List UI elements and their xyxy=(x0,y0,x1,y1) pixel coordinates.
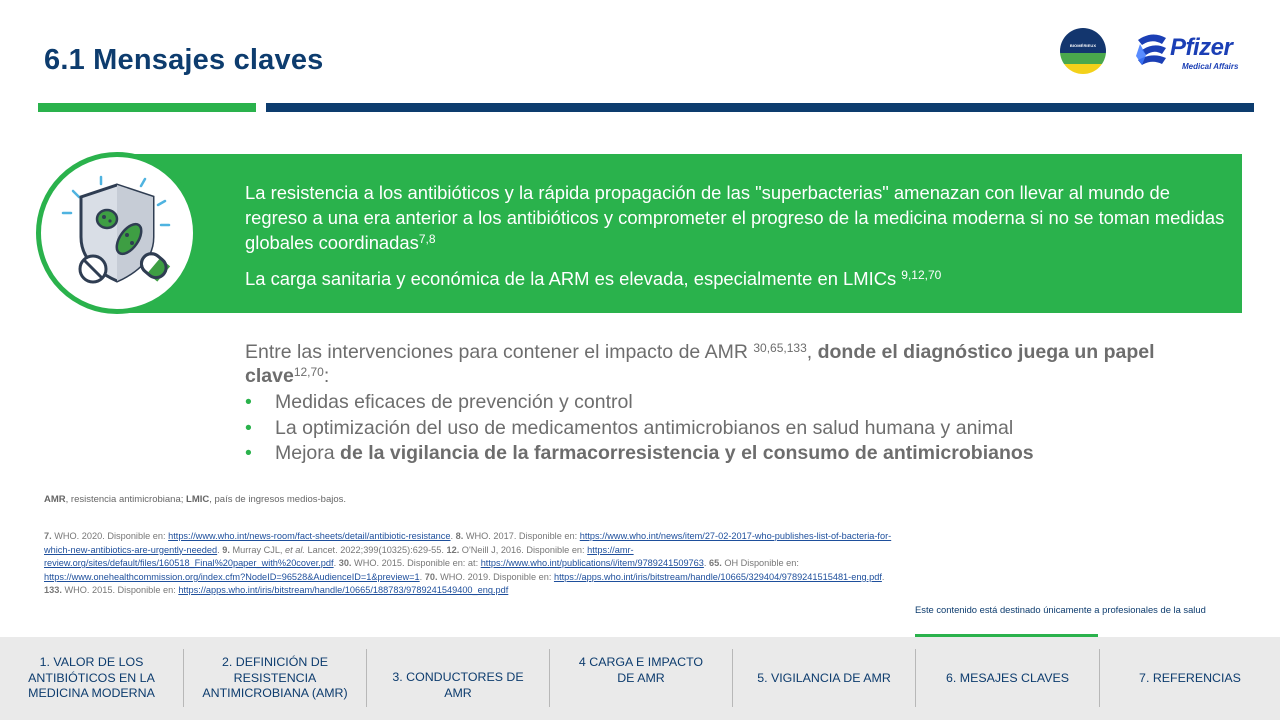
reference-link[interactable]: https://www.who.int/news-room/fact-sheets/detail/antibiotic-resistance xyxy=(168,531,451,541)
references-block: 7. WHO. 2020. Disponible en: https://www.who.int/news-room/fact-sheets/detail/antibiotic-resistance. 8. WHO. 2017. Disponible en: https://www.who.int/news/item/27-02-2017-who-publishes-list-of-bacteria-for-which-new-antibiotics-are-urgently-needed. 9. Murray CJL, et al. Lancet. 2022;399(10325):629-55. 12. O'Neill J, 2016. Disponible en: https://amr-review.org/sites/default/files/160518_Final%20paper_with%20cover.pdf. 30. WHO. 2015. Disponible en: at: https://www.who.int/publications/i/item/9789241509763. 65. OH Disponible en: https://www.onehealthcommission.org/index.cfm?NodeID=96528&AudienceID=1&preview=1. 70. WHO. 2019. Disponible en: https://apps.who.int/iris/bitstream/handle/10665/329404/9789241515481-eng.pdf. 133. WHO. 2015. Disponible en: https://apps.who.int/iris/bitstream/handle/10665/188783/9789241549400_eng.pdf xyxy=(44,531,892,596)
header-divider-navy xyxy=(266,103,1254,112)
bullet-icon: • xyxy=(245,442,252,464)
bullet-icon: • xyxy=(245,416,252,439)
reference-link[interactable]: https://www.onehealthcommission.org/index.cfm?NodeID=96528&AudienceID=1&preview=1 xyxy=(44,571,420,582)
key-message-1 xyxy=(245,180,1235,255)
reference-link[interactable]: https://amr-review.org/sites/default/files/160518_Final%20paper_with%20cover.pdf xyxy=(44,544,634,569)
interventions-intro-text: Entre las intervenciones para contener el impacto de AMR xyxy=(245,341,754,363)
nav-item-conductores-amr[interactable]: 3. CONDUCTORES DE AMR xyxy=(392,670,524,700)
disclaimer: Este contenido está destinado únicamente a profesionales de la salud xyxy=(915,604,1206,615)
biomerieux-logo xyxy=(1060,28,1106,74)
interventions-intro-bold: donde el diagnóstico juega un papel clave xyxy=(245,341,1155,387)
pfizer-logo-word: Pfizer xyxy=(1170,34,1233,61)
list-item: • Medidas eficaces de prevención y control xyxy=(245,390,1245,416)
list-item: • La optimización del uso de medicamentos antimicrobianos en salud humana y animal xyxy=(245,416,1245,442)
section-nav xyxy=(0,637,1280,720)
pfizer-logo xyxy=(1130,28,1256,76)
shield-bacteria-pill-icon xyxy=(36,152,198,314)
reference-link[interactable]: https://apps.who.int/iris/bitstream/handle/10665/188783/9789241549400_eng.pdf xyxy=(178,585,509,596)
list-item: • Mejora de la vigilancia de la farmacorresistencia y el consumo de antimicrobianos xyxy=(245,441,1245,467)
nav-item-referencias[interactable]: 7. REFERENCIAS xyxy=(1139,670,1241,685)
interventions-list xyxy=(245,390,1245,467)
biomerieux-logo-text: BIOMÉRIEUX xyxy=(1069,43,1097,48)
key-message-2-text: La carga sanitaria y económica de la ARM es elevada, especialmente en LMICs xyxy=(245,268,902,289)
page-title: 6.1 Mensajes claves xyxy=(44,44,324,76)
interventions-intro-citation: 30,65,133 xyxy=(753,341,807,355)
nav-item-valor-antibioticos[interactable]: 1. VALOR DE LOS ANTIBIÓTICOS EN LA MEDICINA MODERNA xyxy=(28,655,155,701)
nav-item-carga-impacto[interactable]: 4 CARGA E IMPACTO DE AMR xyxy=(578,655,704,685)
nav-item-mensajes-claves[interactable]: 6. MESAJES CLAVES xyxy=(945,670,1070,685)
interventions-intro: Entre las intervenciones para contener el impacto de AMR $^{30,65,133}$, donde el diagnóstico juega un papel clave$^{12,70}$: xyxy=(245,341,1155,387)
reference-link[interactable]: https://www.who.int/publications/i/item/9789241509763 xyxy=(480,558,704,569)
key-message-2-citation: 9,12,70 xyxy=(901,268,942,282)
bullet-icon: • xyxy=(245,391,252,413)
pfizer-helix-icon xyxy=(1132,30,1172,70)
header-divider-green xyxy=(38,103,256,112)
reference-link[interactable]: https://www.who.int/news/item/27-02-2017-who-publishes-list-of-bacteria-for-which-new-antibiotics-are-urgently-needed xyxy=(44,531,892,555)
reference-link[interactable]: https://apps.who.int/iris/bitstream/handle/10665/329404/9789241515481-eng.pdf xyxy=(553,571,882,582)
nav-item-vigilancia-amr[interactable]: 5. VIGILANCIA DE AMR xyxy=(757,670,891,685)
key-message-1-citation: 7,8 xyxy=(418,232,436,246)
nav-item-definicion-amr[interactable]: 2. DEFINICIÓN DE RESISTENCIA ANTIMICROBIANA (AMR) xyxy=(202,655,348,701)
key-message-1-text: La resistencia a los antibióticos y la rápida propagación de las "superbacterias" amenazan con llevar al mundo de regreso a una era anterior a los antibióticos y comprometer el progreso de la medicina moderna si no se toman medidas globales coordinadas xyxy=(245,182,1225,253)
pfizer-logo-subtitle: Medical Affairs xyxy=(1182,62,1239,71)
interventions-intro-citation-2: 12,70 xyxy=(293,365,324,379)
key-message-2 xyxy=(245,266,1235,291)
abbreviations-note: AMR, resistencia antimicrobiana; LMIC, país de ingresos medios-bajos. xyxy=(44,494,347,505)
